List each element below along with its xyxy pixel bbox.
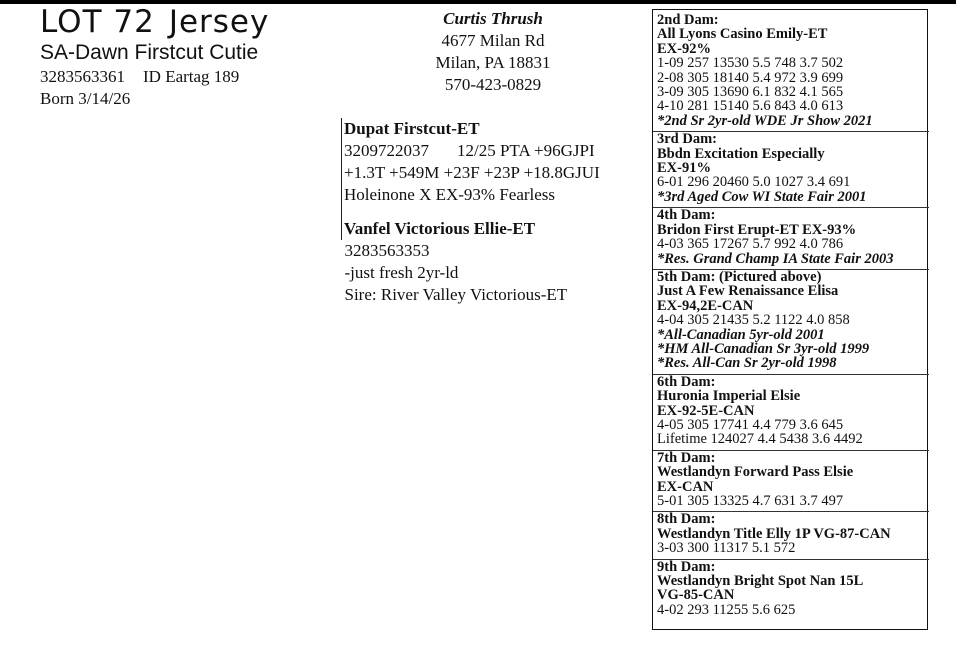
lineage-line: 4-02 293 11255 5.6 625 [657, 601, 796, 618]
animal-eartag: ID Eartag 189 [143, 67, 240, 86]
lineage-line: 7th Dam: [657, 449, 716, 466]
lineage-line: EX-94,2E-CAN [657, 297, 754, 314]
lineage-line: Huronia Imperial Elsie [657, 388, 801, 405]
lineage-line: 4-03 365 17267 5.7 992 4.0 786 [657, 236, 844, 253]
lineage-line: 4-10 281 15140 5.6 843 4.0 613 [657, 98, 844, 115]
sire-pedigree: Holeinone X EX-93% Fearless [344, 185, 556, 204]
sire-name: Dupat Firstcut-ET [344, 119, 480, 138]
lineage-line: EX-91% [657, 160, 711, 177]
lineage-line: Bridon First Erupt-ET EX-93% [657, 221, 857, 238]
lineage-award: *All-Canadian 5yr-old 2001 [657, 326, 825, 343]
consignor-city: Milan, PA 18831 [435, 53, 551, 72]
sire-reg-line [344, 140, 600, 162]
lineage-line: 1-09 257 13530 5.5 748 3.7 502 [657, 55, 844, 72]
lineage-line: 3rd Dam: [657, 131, 718, 148]
sire-pta: 12/25 PTA +96GJPI [457, 141, 595, 160]
consignor-name: Curtis Thrush [443, 9, 543, 28]
animal-name: SA-Dawn Firstcut Cutie [40, 41, 259, 64]
lineage-line: Westlandyn Title Elly 1P VG-87-CAN [657, 525, 891, 542]
lot-number: LOT 72 [40, 4, 155, 40]
lineage-line: 9th Dam: [657, 558, 716, 575]
animal-born-date: Born 3/14/26 [40, 89, 131, 108]
lineage-line: 8th Dam: [657, 511, 716, 528]
lineage-line: VG-85-CAN [657, 587, 735, 604]
lineage-line: Westlandyn Bright Spot Nan 15L [657, 573, 864, 590]
animal-reg-number: 3283563361 [40, 67, 125, 86]
dam-name: Vanfel Victorious Ellie-ET [344, 219, 536, 238]
lineage-line: 3-09 305 13690 6.1 832 4.1 565 [657, 84, 844, 101]
consignor-street: 4677 Milan Rd [441, 31, 545, 50]
lineage-line: 3-03 300 11317 5.1 572 [657, 540, 796, 557]
lineage-line: 4th Dam: [657, 207, 716, 224]
lineage-line: 5th Dam: (Pictured above) [657, 268, 822, 285]
lineage-line: Bbdn Excitation Especially [657, 145, 825, 162]
lot-breed: Jersey [168, 4, 270, 40]
lineage-line: 4-04 305 21435 5.2 1122 4.0 858 [657, 312, 850, 329]
lineage-award: *3rd Aged Cow WI State Fair 2001 [657, 188, 867, 205]
lineage-line: All Lyons Casino Emily-ET [657, 26, 828, 43]
dam-section [341, 240, 600, 306]
lineage-line: 6-01 296 20460 5.0 1027 3.4 691 [657, 174, 851, 191]
dam-note: -just fresh 2yr-ld [344, 263, 459, 282]
lineage-line: EX-92% [657, 40, 711, 57]
lineage-line: 4-05 305 17741 4.4 779 3.6 645 [657, 416, 844, 433]
lineage-line: 5-01 305 13325 4.7 631 3.7 497 [657, 493, 844, 509]
pedigree-block [341, 118, 600, 306]
lineage-line: Westlandyn Forward Pass Elsie [657, 464, 854, 481]
lineage-line: EX-92-5E-CAN [657, 402, 755, 419]
lineage-line: Just A Few Renaissance Elisa [657, 283, 839, 300]
lineage-line: Lifetime 124027 4.4 5438 3.6 4492 [657, 431, 863, 448]
lineage-line: 6th Dam: [657, 373, 716, 390]
maternal-lineage-box [652, 9, 928, 630]
consignor-phone: 570-423-0829 [444, 75, 542, 94]
sire-pta-traits: +1.3T +549M +23F +23P +18.8GJUI [344, 163, 600, 182]
lot-title [40, 3, 269, 41]
sire-reg-number: 3209722037 [344, 141, 429, 160]
lineage-award: *Res. All-Can Sr 2yr-old 1998 [657, 355, 837, 372]
animal-registration [40, 67, 239, 87]
dam-reg-number: 3283563353 [344, 241, 430, 260]
sire-section [341, 118, 600, 240]
lineage-line: 2nd Dam: [657, 12, 719, 28]
consignor-block [418, 8, 568, 96]
lineage-award: *HM All-Canadian Sr 3yr-old 1999 [657, 340, 870, 357]
lineage-award: *Res. Grand Champ IA State Fair 2003 [657, 250, 894, 267]
lineage-line: 2-08 305 18140 5.4 972 3.9 699 [657, 69, 844, 86]
dam-sire: Sire: River Valley Victorious-ET [344, 285, 568, 304]
lineage-line: EX-CAN [657, 478, 714, 495]
lineage-award: *2nd Sr 2yr-old WDE Jr Show 2021 [657, 112, 873, 129]
